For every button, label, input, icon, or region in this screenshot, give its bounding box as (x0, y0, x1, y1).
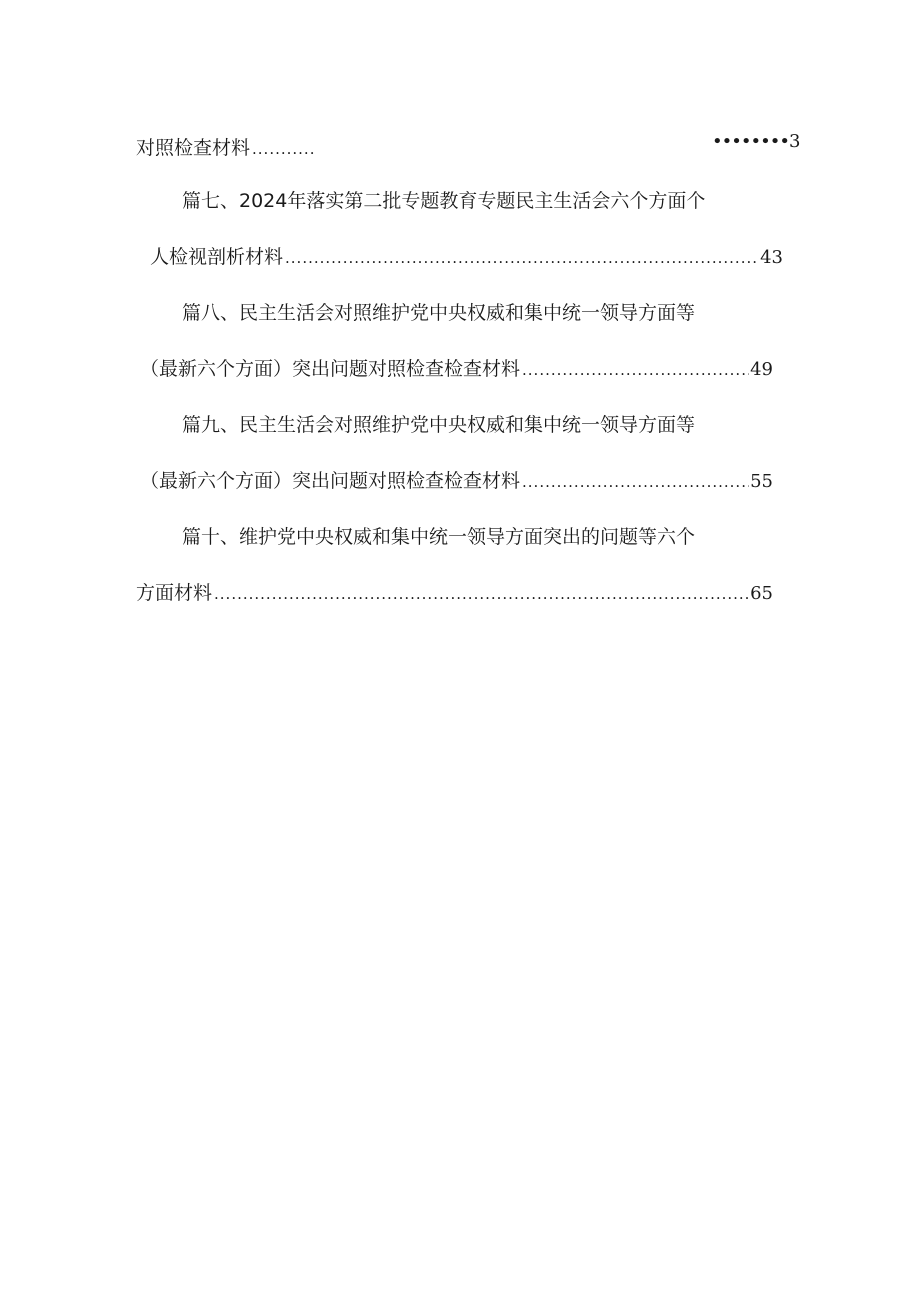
toc-entry-10-line-1[interactable]: 篇十、维护党中央权威和集中统一领导方面突出的问题等六个 (182, 526, 696, 548)
toc-entry-10-line-2[interactable] (136, 580, 773, 606)
toc-entry-9-title: （最新六个方面）突出问题对照检查检查材料 (140, 470, 521, 492)
toc-entry-7-leader (285, 245, 759, 270)
toc-entry-6-title: 对照检查材料 (136, 137, 251, 159)
toc-entry-8-title: （最新六个方面）突出问题对照检查检查材料 (140, 358, 521, 380)
toc-entry-6-line-2[interactable] (136, 135, 315, 161)
toc-entry-9-page-number: 55 (750, 471, 773, 492)
toc-entry-7-line-2[interactable] (150, 244, 783, 270)
toc-entry-7-title: 人检视剖析材料 (150, 246, 284, 268)
toc-entry-6-leader: ........... (252, 140, 316, 158)
toc-entry-7-line-1[interactable]: 篇七、2024年落实第二批专题教育专题民主生活会六个方面个 (182, 190, 706, 212)
toc-entry-9-line-2[interactable] (140, 468, 773, 494)
toc-entry-8-page-number: 49 (750, 359, 773, 380)
toc-entry-8-leader (522, 357, 749, 382)
toc-entry-8-line-2[interactable] (140, 356, 773, 382)
toc-entry-9-leader (522, 469, 749, 494)
toc-entry-6-page-marker[interactable]: ••••••••3 (712, 131, 800, 152)
toc-entry-10-page-number: 65 (750, 583, 773, 604)
toc-entry-7-page-number: 43 (760, 247, 783, 268)
toc-entry-8-line-1[interactable]: 篇八、民主生活会对照维护党中央权威和集中统一领导方面等 (182, 302, 696, 324)
toc-entry-9-line-1[interactable]: 篇九、民主生活会对照维护党中央权威和集中统一领导方面等 (182, 414, 696, 436)
toc-entry-10-leader (214, 581, 749, 606)
toc-entry-10-title: 方面材料 (136, 582, 213, 604)
